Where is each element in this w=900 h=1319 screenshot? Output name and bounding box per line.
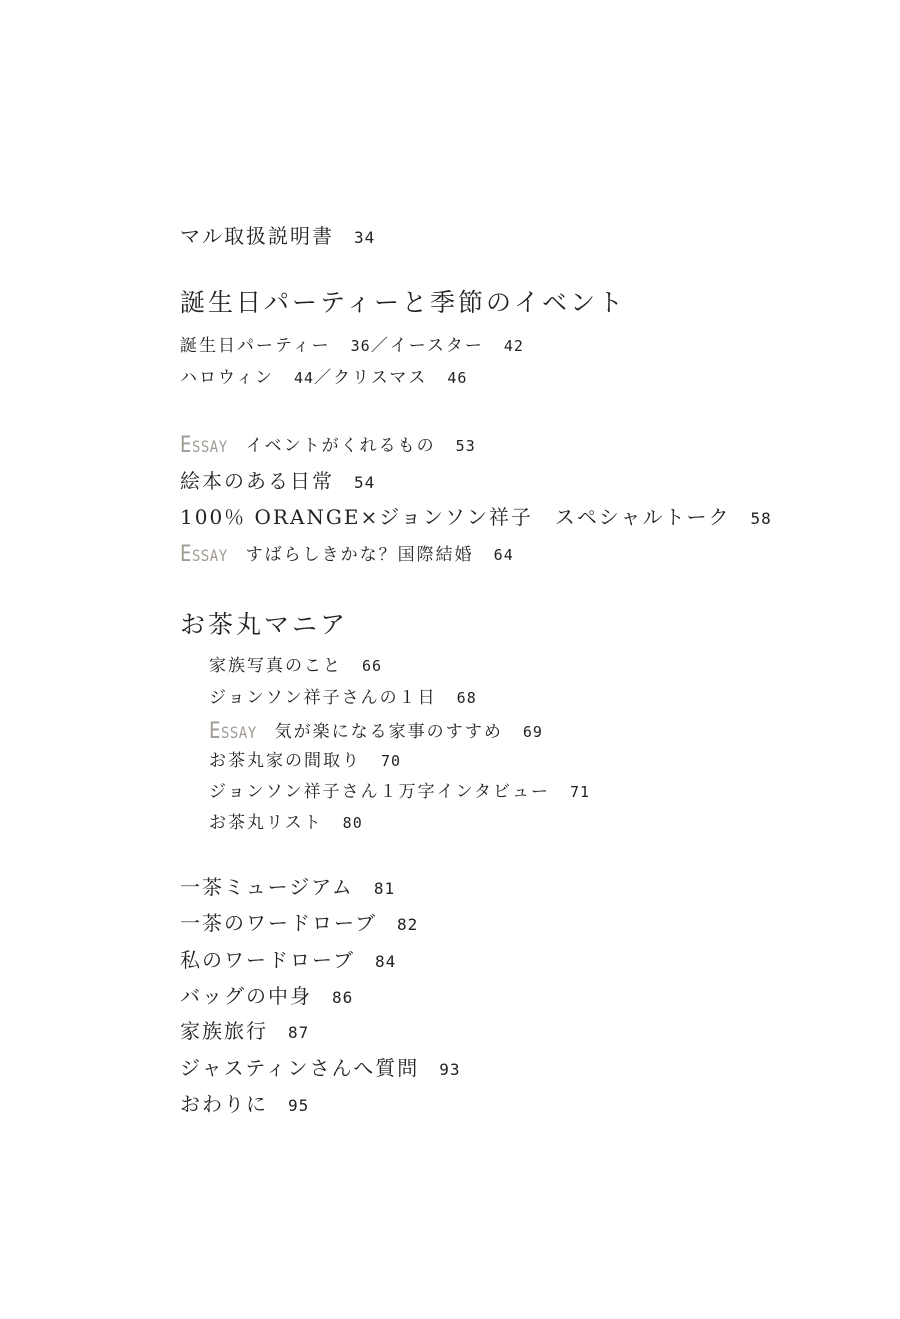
toc-entry bbox=[180, 370, 467, 387]
essay-label: ESSAY bbox=[180, 541, 228, 567]
toc-entry bbox=[180, 507, 772, 527]
toc-entry bbox=[180, 950, 396, 970]
entry-title: お茶丸家の間取り bbox=[209, 751, 361, 771]
entry-title: 絵本のある日常 bbox=[180, 469, 334, 493]
page-number: 80 bbox=[342, 814, 363, 832]
entry-title: バッグの中身 bbox=[180, 984, 312, 1008]
page-number: 53 bbox=[455, 437, 476, 455]
entry-title: ハロウィン bbox=[180, 368, 274, 388]
toc-entry bbox=[180, 1058, 460, 1078]
page-number: 71 bbox=[569, 783, 591, 801]
entry-title: ジョンソン祥子さんの１日 bbox=[209, 688, 437, 708]
page-number: 81 bbox=[373, 879, 396, 898]
toc-entry bbox=[180, 338, 524, 355]
toc-entry bbox=[180, 986, 353, 1006]
toc-entry bbox=[209, 815, 363, 832]
page-number: 93 bbox=[439, 1060, 461, 1079]
entry-title: おわりに bbox=[180, 1092, 268, 1116]
entry-title: 家族旅行 bbox=[180, 1019, 268, 1043]
page-number: 42 bbox=[503, 337, 524, 355]
page-number: 58 bbox=[750, 509, 772, 528]
toc-entry bbox=[209, 690, 477, 707]
toc-entry-essay bbox=[180, 541, 514, 567]
toc-entry bbox=[209, 784, 590, 801]
entry-title: イベントがくれるもの bbox=[245, 436, 436, 456]
entry-title: 一茶のワードローブ bbox=[180, 911, 377, 935]
entry-title: ジャスティンさんへ質問 bbox=[180, 1056, 420, 1080]
entry-title: お茶丸リスト bbox=[209, 813, 323, 833]
entry-title: 私のワードローブ bbox=[180, 948, 355, 972]
toc-entry bbox=[180, 913, 418, 933]
page-number: 86 bbox=[332, 988, 354, 1007]
section-heading: お茶丸マニア bbox=[180, 610, 349, 639]
page-number: 82 bbox=[397, 915, 419, 934]
toc-entry bbox=[180, 471, 375, 491]
toc-entry bbox=[180, 877, 395, 897]
page-number: 46 bbox=[447, 369, 468, 387]
entry-title: マル取扱説明書 bbox=[180, 224, 334, 248]
page-number: 34 bbox=[354, 228, 376, 247]
page-number: 68 bbox=[456, 689, 477, 707]
page-number: 69 bbox=[522, 723, 543, 741]
toc-entry-essay bbox=[180, 432, 476, 458]
page-number: 70 bbox=[381, 752, 402, 770]
essay-label: ESSAY bbox=[180, 432, 228, 458]
page-number: 54 bbox=[354, 473, 376, 492]
entry-title: 誕生日パーティー bbox=[180, 336, 331, 356]
page-number: 36 bbox=[350, 337, 371, 355]
page-number: 84 bbox=[375, 952, 397, 971]
section-heading: 誕生日パーティーと季節のイベント bbox=[180, 288, 627, 317]
page-number: 87 bbox=[288, 1023, 310, 1042]
page-number: 64 bbox=[493, 546, 514, 564]
toc-entry bbox=[209, 753, 401, 770]
essay-label: ESSAY bbox=[209, 718, 257, 744]
toc-entry-essay bbox=[209, 718, 543, 744]
toc-entry bbox=[180, 1094, 309, 1114]
entry-title: 気が楽になる家事のすすめ bbox=[274, 722, 503, 742]
entry-title: ／イースター bbox=[370, 336, 484, 356]
toc-entry bbox=[180, 1021, 309, 1041]
entry-title: 家族写真のこと bbox=[209, 656, 342, 676]
entry-title: ／クリスマス bbox=[314, 368, 428, 388]
toc-entry bbox=[180, 226, 375, 246]
entry-title: すばらしきかな？国際結婚 bbox=[245, 545, 474, 565]
entry-title: ジョンソン祥子さん１万字インタビュー bbox=[209, 782, 550, 802]
page-number: 66 bbox=[362, 657, 383, 675]
page-number: 95 bbox=[288, 1096, 310, 1115]
entry-title: 100％ ORANGE×ジョンソン祥子 スペシャルトーク bbox=[180, 505, 731, 529]
page-number: 44 bbox=[293, 369, 315, 387]
toc-entry bbox=[209, 658, 382, 675]
entry-title: 一茶ミュージアム bbox=[180, 875, 354, 899]
